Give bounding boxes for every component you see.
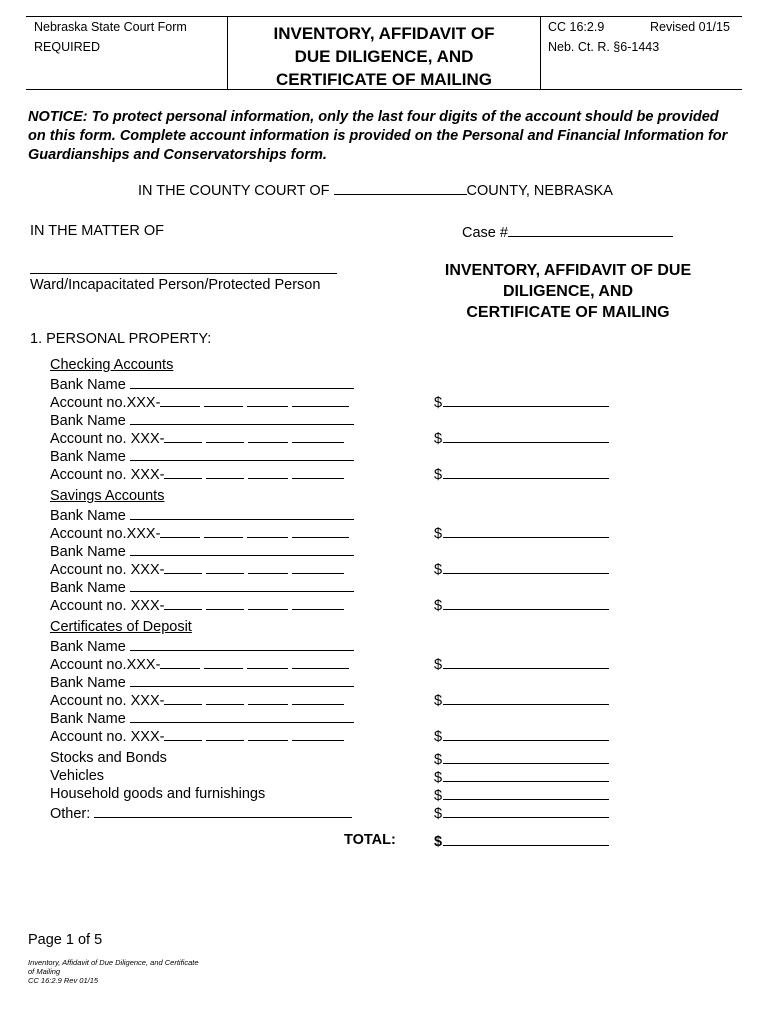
dollar-sign: $ [434, 467, 443, 483]
bank-name-label: Bank Name [50, 675, 126, 691]
account-label: Account no. XXX- [50, 562, 165, 578]
account-digits-field[interactable] [164, 596, 202, 610]
checking-account-row-1 [50, 393, 353, 411]
account-digits-field[interactable] [292, 727, 344, 741]
account-digits-field[interactable] [248, 429, 288, 443]
savings-amount-2 [434, 560, 609, 578]
dollar-sign: $ [434, 834, 443, 850]
bank-name-label: Bank Name [50, 580, 126, 596]
dollar-sign: $ [434, 562, 443, 578]
savings-account-row-1 [50, 524, 353, 542]
other-amount [434, 804, 609, 822]
savings-account-row-2 [50, 560, 348, 578]
account-digits-field[interactable] [160, 655, 200, 669]
account-digits-field[interactable] [160, 393, 200, 407]
amount-field[interactable] [443, 750, 609, 764]
amount-field[interactable] [443, 596, 609, 610]
cd-account-row-1 [50, 655, 353, 673]
cd-bank-name-row-1 [50, 637, 354, 655]
checking-bank-name-row-2 [50, 411, 354, 429]
checking-account-row-3 [50, 465, 348, 483]
footer-line3: CC 16:2.9 Rev 01/15 [28, 976, 99, 985]
other-label: Other: [50, 806, 91, 822]
account-digits-field[interactable] [248, 560, 288, 574]
bank-name-label: Bank Name [50, 639, 126, 655]
savings-amount-1 [434, 524, 609, 542]
dollar-sign: $ [434, 806, 443, 822]
savings-amount-3 [434, 596, 609, 614]
account-digits-field[interactable] [247, 655, 288, 669]
amount-field[interactable] [443, 655, 609, 669]
cd-heading: Certificates of Deposit [50, 619, 192, 635]
savings-account-row-3 [50, 596, 348, 614]
footer-form-info [28, 958, 199, 985]
right-title [398, 260, 738, 323]
cd-amount-2 [434, 691, 609, 709]
account-digits-field[interactable] [164, 560, 202, 574]
account-label: Account no. XXX- [50, 431, 165, 447]
dollar-sign: $ [434, 657, 443, 673]
account-digits-field[interactable] [206, 465, 244, 479]
account-digits-field[interactable] [292, 560, 344, 574]
account-digits-field[interactable] [247, 524, 288, 538]
account-label: Account no.XXX- [50, 395, 161, 411]
revised-date: Revised 01/15 [650, 20, 730, 34]
savings-bank-name-row-2 [50, 542, 354, 560]
case-number-field[interactable] [508, 223, 673, 237]
header-title-line2: DUE DILIGENCE, AND [294, 47, 474, 66]
checking-amount-2 [434, 429, 609, 447]
account-digits-field[interactable] [206, 429, 244, 443]
cd-bank-name-row-3 [50, 709, 354, 727]
footer-line1: Inventory, Affidavit of Due Diligence, and Certificate [28, 958, 199, 967]
account-digits-field[interactable] [292, 524, 349, 538]
account-digits-field[interactable] [164, 691, 202, 705]
bank-name-label: Bank Name [50, 711, 126, 727]
checking-bank-name-row-1 [50, 375, 354, 393]
dollar-sign: $ [434, 598, 443, 614]
account-digits-field[interactable] [248, 465, 288, 479]
cd-amount-3 [434, 727, 609, 745]
dollar-sign: $ [434, 526, 443, 542]
account-digits-field[interactable] [206, 691, 244, 705]
account-label: Account no. XXX- [50, 598, 165, 614]
form-source-label: Nebraska State Court Form [34, 20, 187, 34]
ward-label: Ward/Incapacitated Person/Protected Person [30, 277, 321, 293]
account-digits-field[interactable] [164, 727, 202, 741]
account-digits-field[interactable] [160, 524, 200, 538]
amount-field[interactable] [443, 691, 609, 705]
page-number: Page 1 of 5 [28, 932, 103, 948]
county-name-field[interactable] [334, 181, 467, 195]
form-code: CC 16:2.9 [548, 20, 605, 34]
total-amount [434, 832, 609, 850]
bank-name-field[interactable] [130, 447, 354, 461]
bank-name-label: Bank Name [50, 449, 126, 465]
account-digits-field[interactable] [164, 465, 202, 479]
case-number-label: Case # [462, 225, 508, 241]
account-digits-field[interactable] [292, 691, 344, 705]
amount-field[interactable] [443, 465, 609, 479]
account-digits-field[interactable] [206, 596, 244, 610]
dollar-sign: $ [434, 770, 443, 786]
dollar-sign: $ [434, 788, 443, 804]
bank-name-field[interactable] [130, 673, 354, 687]
savings-bank-name-row-3 [50, 578, 354, 596]
personal-property-heading: 1. PERSONAL PROPERTY: [30, 331, 212, 347]
cd-bank-name-row-2 [50, 673, 354, 691]
header-title-line1: INVENTORY, AFFIDAVIT OF [273, 24, 495, 43]
right-title-line2: DILIGENCE, AND [502, 283, 634, 300]
header-divider-right [540, 16, 541, 89]
header-divider-left [227, 16, 228, 89]
amount-field[interactable] [443, 429, 609, 443]
bank-name-field[interactable] [130, 411, 354, 425]
cd-amount-1 [434, 655, 609, 673]
court-suffix: COUNTY, NEBRASKA [466, 183, 613, 199]
account-digits-field[interactable] [206, 560, 244, 574]
bank-name-field[interactable] [130, 709, 354, 723]
dollar-sign: $ [434, 693, 443, 709]
ward-name-field[interactable] [30, 273, 337, 274]
rule-reference: Neb. Ct. R. §6-1443 [548, 40, 660, 54]
dollar-sign: $ [434, 395, 443, 411]
checking-amount-1 [434, 393, 609, 411]
bank-name-label: Bank Name [50, 413, 126, 429]
stocks-bonds-amount [434, 750, 609, 768]
bank-name-label: Bank Name [50, 508, 126, 524]
amount-field[interactable] [443, 786, 609, 800]
account-digits-field[interactable] [204, 655, 243, 669]
checking-accounts-heading: Checking Accounts [50, 357, 174, 373]
checking-amount-3 [434, 465, 609, 483]
total-label: TOTAL: [344, 832, 396, 848]
account-label: Account no.XXX- [50, 526, 161, 542]
checking-account-row-2 [50, 429, 348, 447]
amount-field[interactable] [443, 727, 609, 741]
account-label: Account no. XXX- [50, 467, 165, 483]
account-label: Account no.XXX- [50, 657, 161, 673]
amount-field[interactable] [443, 524, 609, 538]
bank-name-field[interactable] [130, 637, 354, 651]
account-digits-field[interactable] [292, 429, 344, 443]
savings-accounts-heading: Savings Accounts [50, 488, 165, 504]
matter-label: IN THE MATTER OF [30, 223, 164, 239]
bank-name-label: Bank Name [50, 377, 126, 393]
savings-bank-name-row-1 [50, 506, 354, 524]
dollar-sign: $ [434, 431, 443, 447]
bank-name-field[interactable] [130, 506, 354, 520]
amount-field[interactable] [443, 393, 609, 407]
stocks-bonds-label: Stocks and Bonds [50, 750, 167, 766]
account-label: Account no. XXX- [50, 729, 165, 745]
footer-line2: of Mailing [28, 967, 61, 976]
account-digits-field[interactable] [248, 691, 288, 705]
account-digits-field[interactable] [292, 655, 349, 669]
household-goods-amount [434, 786, 609, 804]
amount-field[interactable] [443, 804, 609, 818]
other-description-field[interactable] [94, 804, 352, 818]
header-title [230, 22, 538, 91]
case-number-line [462, 223, 673, 241]
header-title-line3: CERTIFICATE OF MAILING [276, 70, 492, 89]
bank-name-field[interactable] [130, 578, 354, 592]
checking-bank-name-row-3 [50, 447, 354, 465]
vehicles-label: Vehicles [50, 768, 105, 784]
bank-name-label: Bank Name [50, 544, 126, 560]
privacy-notice: NOTICE: To protect personal information, only the last four digits of the account should be provided on this form. Complete account information is provided on the Personal and Financial Information for Guardianships and Conservatorships form. [28, 109, 728, 163]
court-line [138, 181, 613, 199]
court-prefix: IN THE COUNTY COURT OF [138, 183, 334, 199]
bank-name-field[interactable] [130, 375, 354, 389]
account-label: Account no. XXX- [50, 693, 165, 709]
account-digits-field[interactable] [204, 393, 243, 407]
required-label: REQUIRED [34, 40, 100, 54]
account-digits-field[interactable] [292, 596, 344, 610]
account-digits-field[interactable] [248, 596, 288, 610]
account-digits-field[interactable] [248, 727, 288, 741]
account-digits-field[interactable] [247, 393, 288, 407]
cd-account-row-3 [50, 727, 348, 745]
household-goods-label: Household goods and furnishings [50, 786, 266, 802]
other-row [50, 804, 352, 822]
dollar-sign: $ [434, 752, 443, 768]
account-digits-field[interactable] [292, 393, 349, 407]
cd-account-row-2 [50, 691, 348, 709]
account-digits-field[interactable] [164, 429, 202, 443]
account-digits-field[interactable] [292, 465, 344, 479]
amount-field[interactable] [443, 768, 609, 782]
right-title-line1: INVENTORY, AFFIDAVIT OF DUE [444, 262, 692, 279]
account-digits-field[interactable] [206, 727, 244, 741]
total-amount-field[interactable] [443, 832, 609, 846]
right-title-line3: CERTIFICATE OF MAILING [466, 304, 670, 321]
account-digits-field[interactable] [204, 524, 243, 538]
bank-name-field[interactable] [130, 542, 354, 556]
amount-field[interactable] [443, 560, 609, 574]
dollar-sign: $ [434, 729, 443, 745]
vehicles-amount [434, 768, 609, 786]
